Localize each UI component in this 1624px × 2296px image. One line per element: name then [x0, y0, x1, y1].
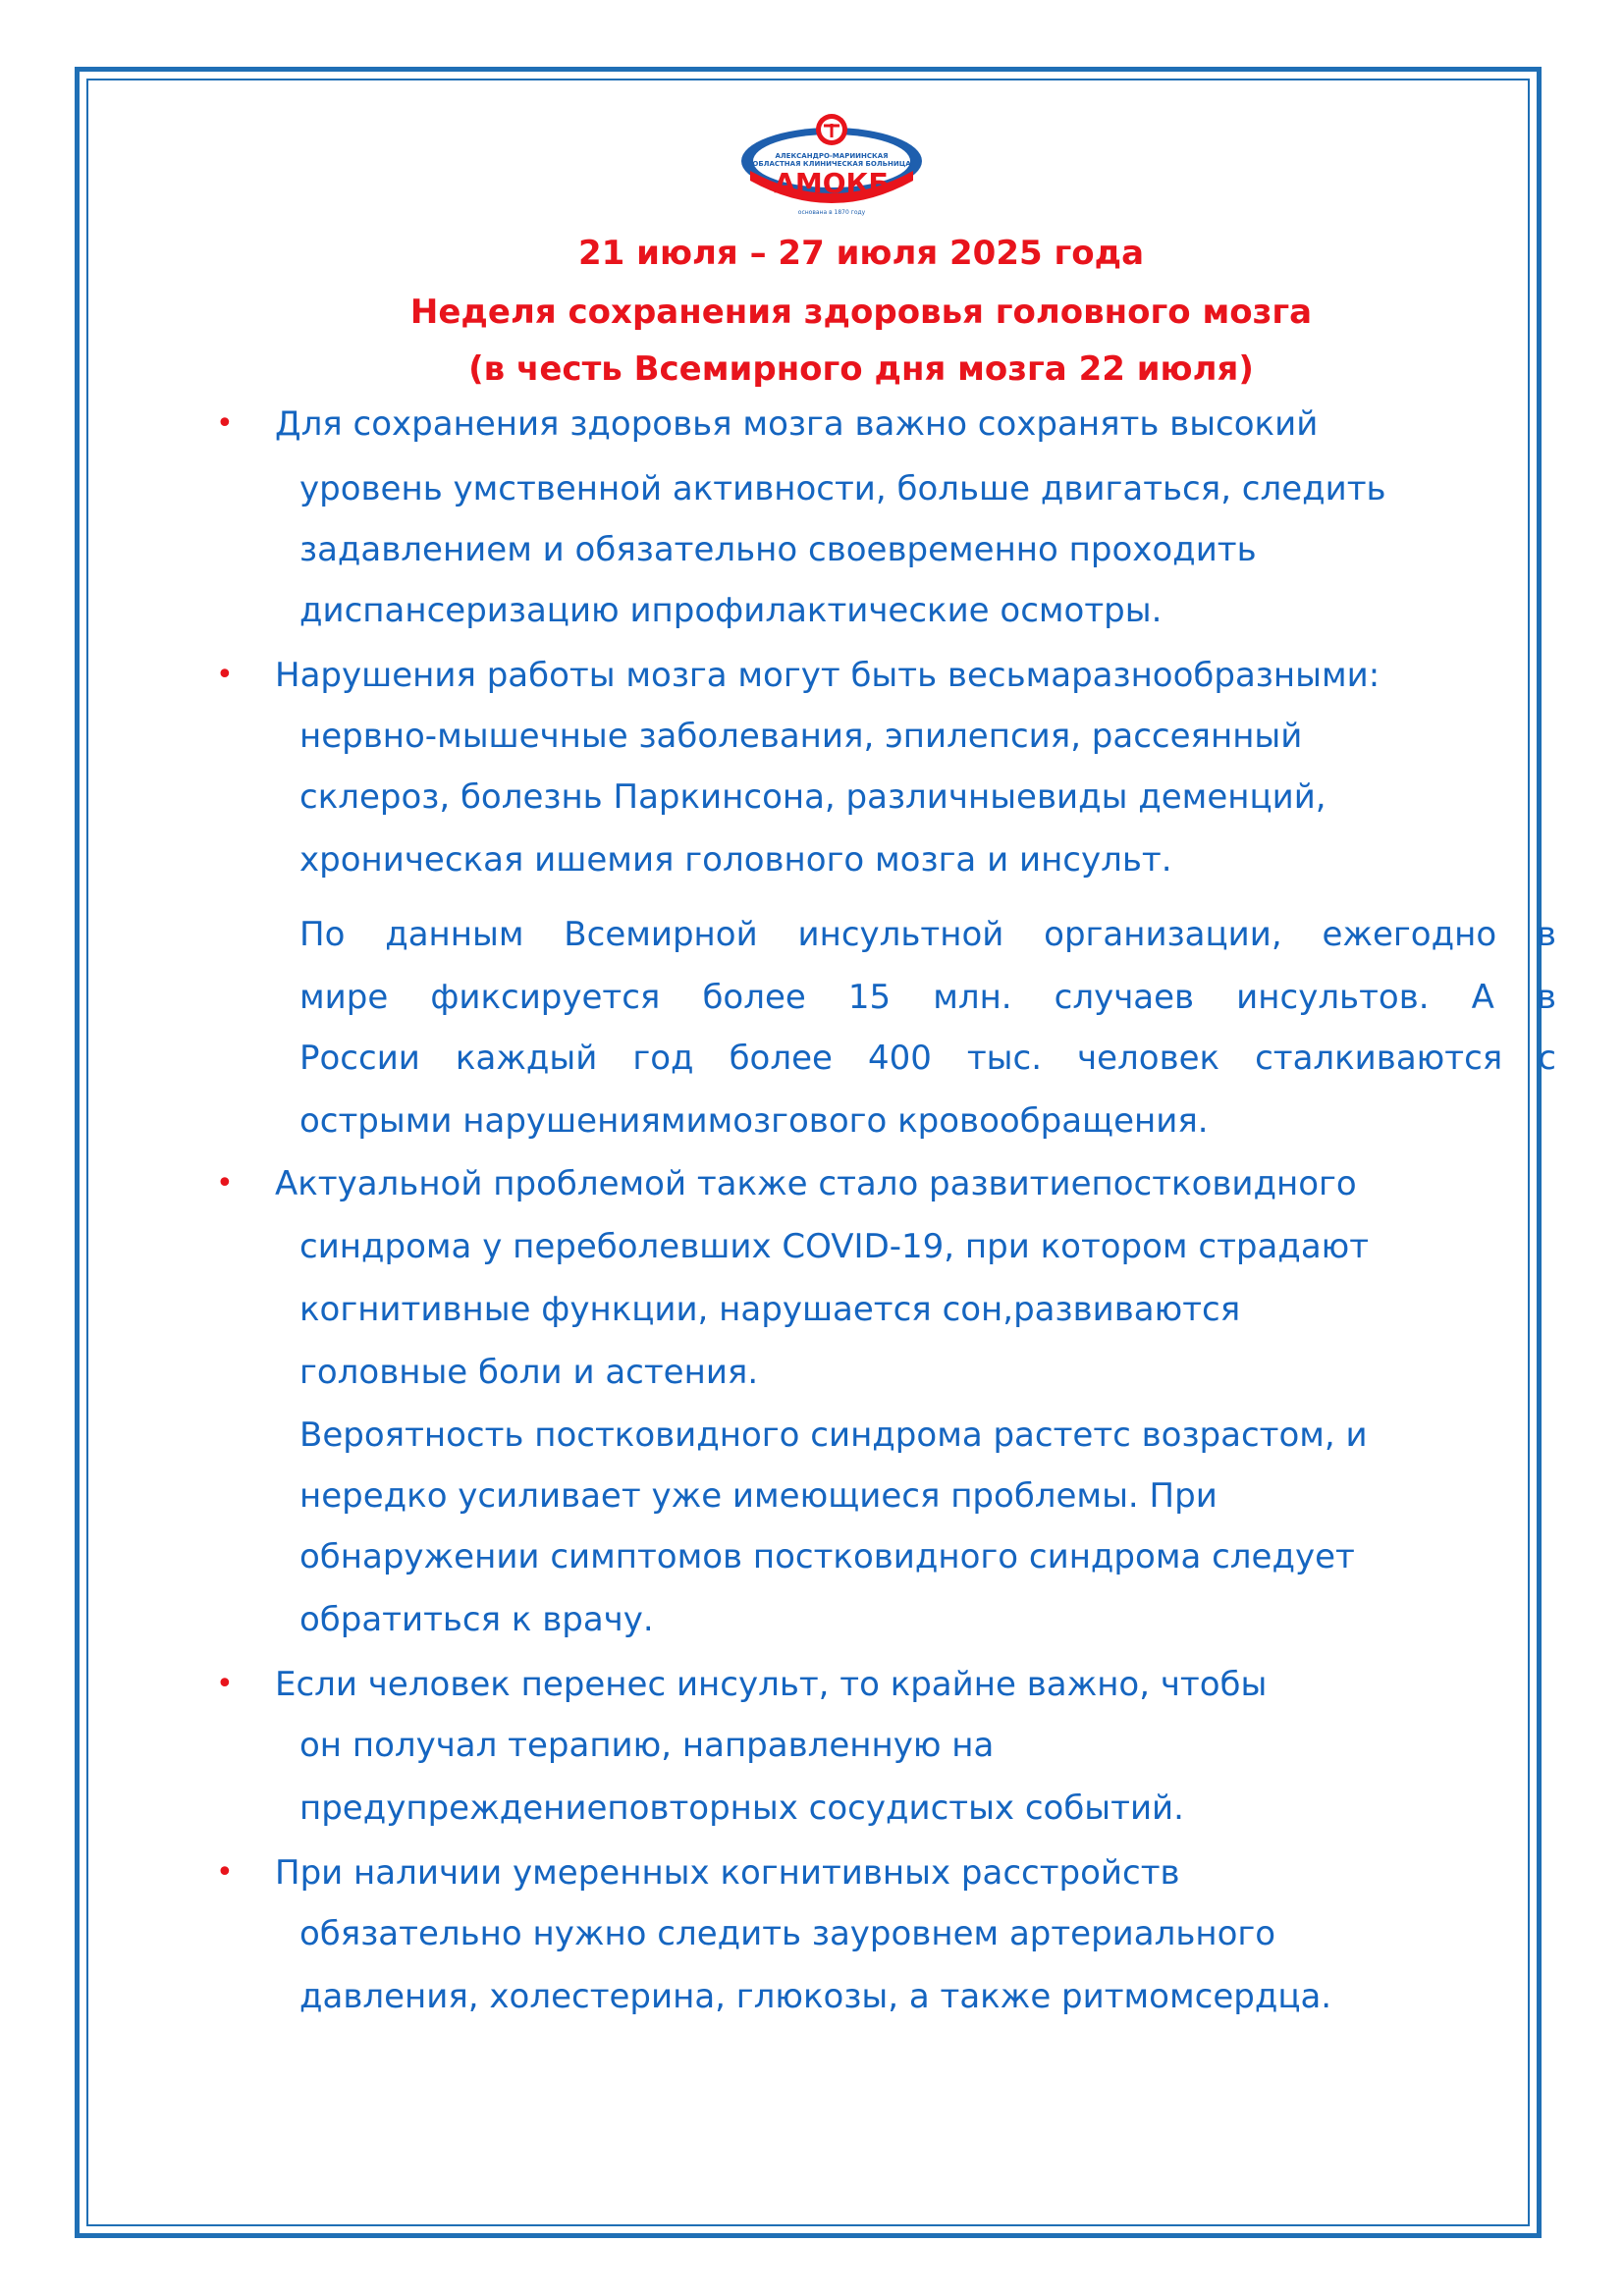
logo-tagline-1: АЛЕКСАНДРО-МАРИИНСКАЯ [775, 152, 889, 160]
section-5-line-3: обнаружении симптомов постковидного синдрома следует [299, 1537, 1355, 1576]
section-1-line-4: диспансеризацию ипрофилактические осмотры. [299, 591, 1163, 630]
section-5-line-2: нередко усиливает уже имеющиеся проблемы. При [299, 1476, 1218, 1516]
section-2-line-3: склероз, болезнь Паркинсона, различныевиды деменций, [299, 777, 1326, 817]
section-5-line-4: обратиться к врачу. [299, 1600, 654, 1639]
section-6-line-2: он получал терапию, направленную на [299, 1726, 995, 1765]
bullet-marker: • [216, 1166, 234, 1201]
title-heading: Неделя сохранения здоровья головного мозга [409, 293, 1313, 332]
date-heading: 21 июля – 27 июля 2025 года [577, 234, 1145, 273]
section-7-line-2: обязательно нужно следить зауровнем артериального [299, 1914, 1276, 1953]
section-2-line-2: нервно-мышечные заболевания, эпилепсия, рассеянный [299, 717, 1303, 756]
section-1-line-1: Для сохранения здоровья мозга важно сохранять высокий [275, 404, 1319, 444]
section-4-line-4: головные боли и астения. [299, 1353, 759, 1392]
logo-name: АМОКБ [774, 167, 890, 199]
amokb-logo [738, 110, 925, 224]
section-2-line-1: Нарушения работы мозга могут быть весьмаразнообразными: [275, 656, 1380, 695]
bullet-marker: • [216, 1855, 234, 1890]
section-1-line-2: уровень умственной активности, больше двигаться, следить [299, 469, 1386, 508]
section-3-line-4: острыми нарушениямимозгового кровообращения. [299, 1101, 1209, 1141]
logo-tagline-2: ОБЛАСТНАЯ КЛИНИЧЕСКАЯ БОЛЬНИЦА [752, 160, 911, 168]
section-3-line-2: мире фиксируется более 15 млн. случаев инсультов. А в [299, 978, 1556, 1017]
section-3-line-1: По данным Всемирной инсультной организации, ежегодно в [299, 915, 1556, 954]
section-4-line-3: когнитивные функции, нарушается сон,развиваются [299, 1290, 1241, 1329]
section-2-line-4: хроническая ишемия головного мозга и инсульт. [299, 840, 1172, 880]
bullet-marker: • [216, 658, 234, 692]
page-border-inner [86, 79, 1530, 2226]
logo-founded: основана в 1870 году [797, 209, 866, 216]
section-4-line-2: синдрома у переболевших COVID-19, при котором страдают [299, 1227, 1370, 1266]
section-7-line-3: давления, холестерина, глюкозы, а также ритмомсердца. [299, 1977, 1332, 2016]
bullet-marker: • [216, 406, 234, 441]
section-6-line-1: Если человек перенес инсульт, то крайне важно, чтобы [275, 1665, 1268, 1704]
section-7-line-1: При наличии умеренных когнитивных расстройств [275, 1853, 1180, 1893]
subtitle-heading: (в честь Всемирного дня мозга 22 июля) [468, 349, 1254, 389]
bullet-marker: • [216, 1667, 234, 1701]
section-1-line-3: задавлением и обязательно своевременно проходить [299, 530, 1257, 569]
section-3-line-3: России каждый год более 400 тыс. человек сталкиваются с [299, 1039, 1556, 1078]
section-4-line-1: Актуальной проблемой также стало развитиепостковидного [275, 1164, 1357, 1203]
section-6-line-3: предупреждениеповторных сосудистых событий. [299, 1789, 1184, 1828]
section-5-line-1: Вероятность постковидного синдрома растетс возрастом, и [299, 1415, 1368, 1455]
